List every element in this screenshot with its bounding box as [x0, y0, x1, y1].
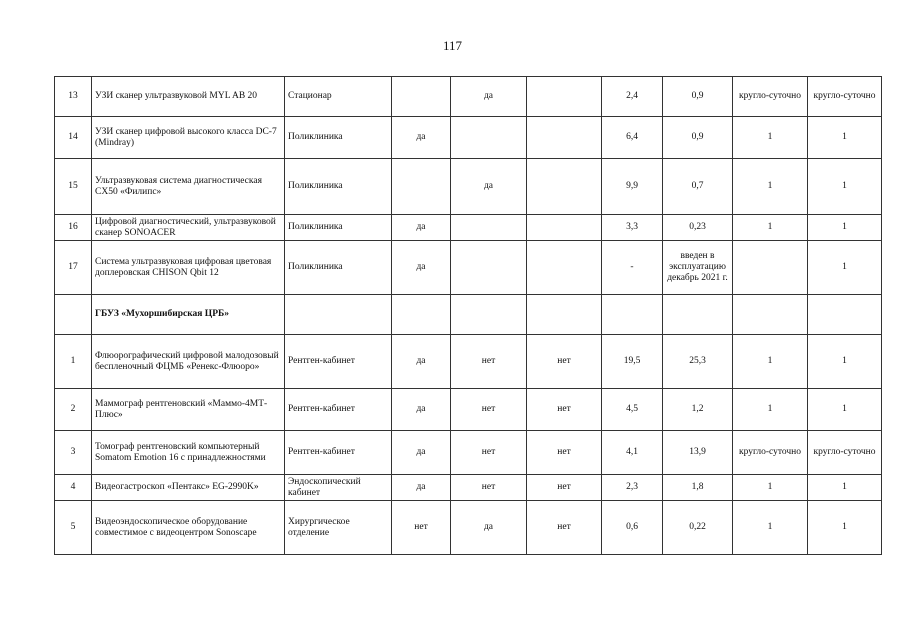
- flag-1: да: [392, 389, 451, 431]
- value-2: 0,22: [663, 501, 733, 555]
- location: Поликлиника: [285, 241, 392, 295]
- row-number: 5: [55, 501, 92, 555]
- schedule-1: 1: [733, 335, 808, 389]
- schedule-1: кругло-суточно: [733, 431, 808, 475]
- table-row: [55, 215, 882, 241]
- equipment-name: Система ультразвуковая цифровая цветовая доплеровская CHISON Qbit 12: [92, 241, 285, 295]
- flag-3: нет: [527, 431, 602, 475]
- schedule-2: кругло-суточно: [808, 77, 882, 117]
- schedule-2: 1: [808, 389, 882, 431]
- value-1: 0,6: [602, 501, 663, 555]
- flag-2: нет: [451, 431, 527, 475]
- flag-2: [451, 215, 527, 241]
- value-1: 2,4: [602, 77, 663, 117]
- table-row: [55, 159, 882, 215]
- flag-1: да: [392, 335, 451, 389]
- flag-3: нет: [527, 335, 602, 389]
- flag-3: [527, 295, 602, 335]
- equipment-name: Флюорографический цифровой малодозовый беспленочный ФЦМБ «Ренекс-Флюоро»: [92, 335, 285, 389]
- flag-2: да: [451, 77, 527, 117]
- flag-1: да: [392, 241, 451, 295]
- equipment-name: УЗИ сканер ультразвуковой MYL AB 20: [92, 77, 285, 117]
- schedule-2: 1: [808, 335, 882, 389]
- flag-2: [451, 241, 527, 295]
- value-1: 4,5: [602, 389, 663, 431]
- equipment-table: [54, 76, 882, 555]
- row-number: 1: [55, 335, 92, 389]
- schedule-1: 1: [733, 501, 808, 555]
- location: Поликлиника: [285, 159, 392, 215]
- value-1: [602, 295, 663, 335]
- flag-2: [451, 117, 527, 159]
- table-row: [55, 335, 882, 389]
- schedule-2: [808, 295, 882, 335]
- table-row: [55, 389, 882, 431]
- location: Рентген-кабинет: [285, 389, 392, 431]
- value-2: 0,7: [663, 159, 733, 215]
- flag-2: [451, 295, 527, 335]
- location: [285, 295, 392, 335]
- page-number: 117: [442, 38, 463, 53]
- value-1: 4,1: [602, 431, 663, 475]
- schedule-1: 1: [733, 215, 808, 241]
- flag-3: нет: [527, 389, 602, 431]
- schedule-1: кругло-суточно: [733, 77, 808, 117]
- row-number: 17: [55, 241, 92, 295]
- schedule-1: 1: [733, 117, 808, 159]
- schedule-2: 1: [808, 117, 882, 159]
- equipment-name: Цифровой диагностический, ультразвуковой сканер SONOACER: [92, 215, 285, 241]
- flag-1: [392, 159, 451, 215]
- value-1: 19,5: [602, 335, 663, 389]
- value-2: 0,9: [663, 77, 733, 117]
- value-2: [663, 295, 733, 335]
- flag-2: да: [451, 159, 527, 215]
- table-row: [55, 241, 882, 295]
- flag-1: да: [392, 431, 451, 475]
- table-row: [55, 295, 882, 335]
- flag-3: [527, 77, 602, 117]
- row-number: [55, 295, 92, 335]
- schedule-2: 1: [808, 215, 882, 241]
- value-2: 1,2: [663, 389, 733, 431]
- equipment-name: Маммограф рентгеновский «Маммо-4МТ-Плюс»: [92, 389, 285, 431]
- location: Поликлиника: [285, 215, 392, 241]
- flag-3: нет: [527, 501, 602, 555]
- equipment-name: УЗИ сканер цифровой высокого класса DC-7 (Mindray): [92, 117, 285, 159]
- equipment-name: Ультразвуковая система диагностическая CX50 «Филипс»: [92, 159, 285, 215]
- value-2: 13,9: [663, 431, 733, 475]
- flag-1: да: [392, 117, 451, 159]
- location: Рентген-кабинет: [285, 431, 392, 475]
- table-row: [55, 475, 882, 501]
- value-2: введен в эксплуатацию декабрь 2021 г.: [663, 241, 733, 295]
- value-1: 3,3: [602, 215, 663, 241]
- equipment-name: Видеоэндоскопическое оборудование совместимое с видеоцентром Sonoscape: [92, 501, 285, 555]
- equipment-name: Томограф рентгеновский компьютерный Somatom Emotion 16 с принадлежностями: [92, 431, 285, 475]
- flag-3: [527, 117, 602, 159]
- flag-1: да: [392, 215, 451, 241]
- equipment-name: Видеогастроскоп «Пентакс» EG-2990K»: [92, 475, 285, 501]
- row-number: 2: [55, 389, 92, 431]
- value-2: 0,23: [663, 215, 733, 241]
- location: Поликлиника: [285, 117, 392, 159]
- table-row: [55, 501, 882, 555]
- flag-1: [392, 295, 451, 335]
- flag-1: нет: [392, 501, 451, 555]
- value-1: 2,3: [602, 475, 663, 501]
- table-row: [55, 77, 882, 117]
- value-1: -: [602, 241, 663, 295]
- schedule-1: [733, 241, 808, 295]
- flag-1: да: [392, 475, 451, 501]
- flag-3: [527, 241, 602, 295]
- location: Рентген-кабинет: [285, 335, 392, 389]
- flag-3: [527, 159, 602, 215]
- value-2: 1,8: [663, 475, 733, 501]
- schedule-1: 1: [733, 475, 808, 501]
- flag-2: да: [451, 501, 527, 555]
- row-number: 14: [55, 117, 92, 159]
- flag-3: [527, 215, 602, 241]
- row-number: 16: [55, 215, 92, 241]
- row-number: 3: [55, 431, 92, 475]
- location: Стационар: [285, 77, 392, 117]
- table-row: [55, 117, 882, 159]
- equipment-name: ГБУЗ «Мухоршибирская ЦРБ»: [92, 295, 285, 335]
- value-2: 25,3: [663, 335, 733, 389]
- schedule-2: 1: [808, 501, 882, 555]
- schedule-2: 1: [808, 241, 882, 295]
- schedule-1: 1: [733, 389, 808, 431]
- schedule-2: 1: [808, 475, 882, 501]
- flag-2: нет: [451, 335, 527, 389]
- schedule-2: кругло-суточно: [808, 431, 882, 475]
- row-number: 13: [55, 77, 92, 117]
- row-number: 15: [55, 159, 92, 215]
- location: Эндоскопический кабинет: [285, 475, 392, 501]
- row-number: 4: [55, 475, 92, 501]
- value-1: 6,4: [602, 117, 663, 159]
- schedule-2: 1: [808, 159, 882, 215]
- value-2: 0,9: [663, 117, 733, 159]
- flag-2: нет: [451, 475, 527, 501]
- location: Хирургическое отделение: [285, 501, 392, 555]
- value-1: 9,9: [602, 159, 663, 215]
- schedule-1: 1: [733, 159, 808, 215]
- flag-2: нет: [451, 389, 527, 431]
- table-row: [55, 431, 882, 475]
- flag-1: [392, 77, 451, 117]
- flag-3: нет: [527, 475, 602, 501]
- schedule-1: [733, 295, 808, 335]
